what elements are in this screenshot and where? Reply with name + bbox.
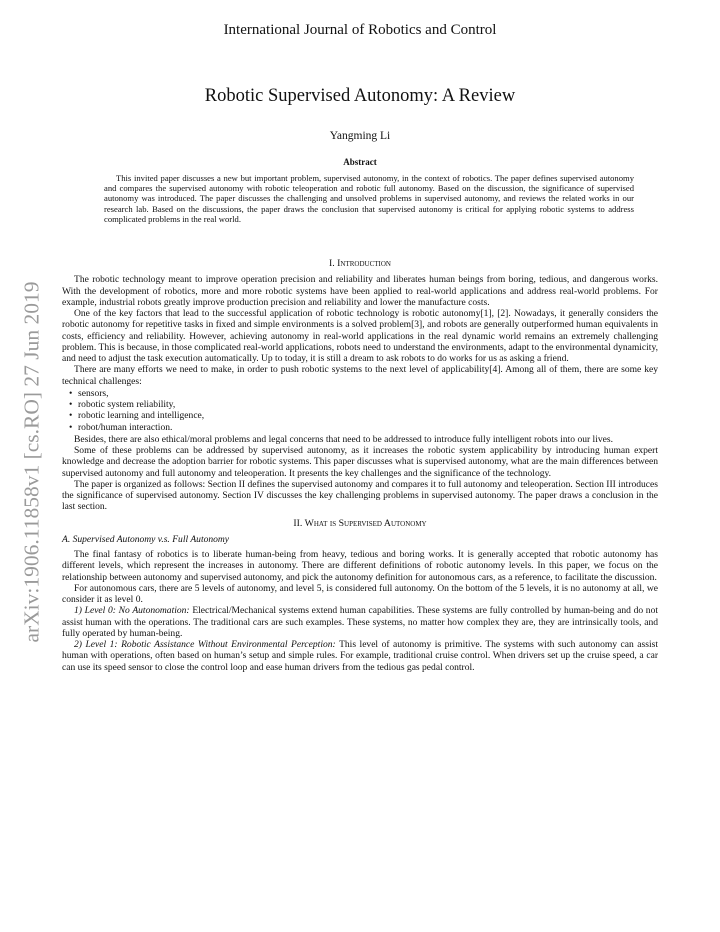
section2-paragraph-1: The final fantasy of robotics is to liberate human-being from heavy, tedious and boring works. It is generally accepted that robotic autonomy has different levels, which represent the increases in autonomy. There are different definitions of robotic autonomy levels. In this paper, we focus on the relationship between autonomy and supervised autonomy, and pick the autonomy definition for autonomous cars, as a reference, to facilitate the discussion. <box>62 549 658 583</box>
section-heading-supervised-autonomy: II. What is Supervised Autonomy <box>293 517 427 529</box>
intro-paragraph-3: There are many efforts we need to make, in order to push robotic systems to the next level of applicability[4]. Among all of them, there are some key technical challenges: <box>62 364 658 387</box>
intro-paragraph-4: Besides, there are also ethical/moral problems and legal concerns that need to be addressed to introduce fully intelligent robots into our lives. <box>74 433 613 445</box>
list-item: • robotic system reliability, <box>78 399 658 410</box>
intro-paragraph-5: Some of these problems can be addressed by supervised autonomy, as it increases the robotic system applicability by introducing human expert knowledge and decrease the adoption barrier for robotic systems. This paper discusses what is supervised autonomy, what are the main differences between supervised autonomy and full autonomy and teleoperation. It presents the key challenges and the significance of the technology. <box>62 445 658 479</box>
arxiv-identifier: arXiv:1906.11858v1 [cs.RO] 27 Jun 2019 <box>19 281 44 643</box>
intro-paragraph-2: One of the key factors that lead to the successful application of robotic technology is robotic autonomy[1], [2]. Nowadays, it generally considers the robotic autonomy for repetitive tasks in fixed and simple environments is a solved problem[3], and robots are generally outperformed human equivalents in costs, efficiency and reliability. However, achieving autonomy in real-world applications in the real dynamic world remains an extremely challenging problem. This is because, in those complicated real-world applications, robots need to understand the environments, adapt to the environmental dynamicity, and need to adjust the task execution automatically. Up to today, it is still a dream to ask robots to do works for us as asking a friend. <box>62 308 658 364</box>
abstract-heading: Abstract <box>343 157 377 167</box>
list-item: • robot/human interaction. <box>78 422 658 433</box>
subsection-heading: A. Supervised Autonomy v.s. Full Autonomy <box>62 533 230 545</box>
author-name: Yangming Li <box>329 130 391 142</box>
abstract-text: This invited paper discusses a new but important problem, supervised autonomy, in the context of robotics. The paper defines supervised autonomy and compares the supervised autonomy with robotic teleoperation and robotic full autonomy. Based on the discussion, the significance of supervised autonomy was introduced. The paper discusses the challenging and unsolved problems in supervised autonomy, and reviews the related works in our research lab. Based on the discussions, the paper draws the conclusion that supervised autonomy is critical for applying robotic systems to address complicated problems in the real world. <box>104 173 634 224</box>
list-item: • sensors, <box>78 388 658 399</box>
section2-paragraph-2: For autonomous cars, there are 5 levels of autonomy, and level 5, is considered full autonomy. On the bottom of the 5 levels, it is no autonomy at all, we consider it as level 0. <box>62 582 658 605</box>
level0-paragraph <box>62 605 658 639</box>
paper-title: Robotic Supervised Autonomy: A Review <box>204 86 516 106</box>
level0-text: Electrical/Mechanical systems extend human capabilities. These systems are fully controlled by human-being and do not assist human with the operations. The traditional cars are such examples. These systems, no matter how complex they are, they are intrinsically tools, and fully operated by human-being. <box>62 605 659 639</box>
level0-title: 1) Level 0: No Autonomation: <box>74 605 190 617</box>
list-item: • robotic learning and intelligence, <box>78 410 658 421</box>
level1-title: 2) Level 1: Robotic Assistance Without Environmental Perception: <box>74 639 336 650</box>
challenge-list <box>62 388 658 433</box>
intro-paragraph-1: The robotic technology meant to improve operation precision and reliability and liberates human beings from boring, tedious, and dangerous works. With the development of robotics, more and more robotic systems have been applied to real-world applications and address real-world problems. For example, industrial robots greatly improve production precision and reliability and lower the manufacture costs. <box>62 274 658 308</box>
paper-body <box>62 258 658 673</box>
level1-text: This level of autonomy is primitive. The systems with such autonomy can assist human with operations, often based on human’s setup and simple rules. For example, traditional cruise control. When drivers set up the cruise speed, a car can use its speed sensor to close the control loop and ease human drivers from the tedious gas pedal control. <box>62 639 658 673</box>
intro-paragraph-6: The paper is organized as follows: Section II defines the supervised autonomy and compares it to full autonomy and teleoperation. Section III introduces the significance of supervised autonomy. Section IV discusses the key challenging problems in supervised autonomy. The paper draws a conclusion in the last section. <box>62 478 658 513</box>
journal-name: International Journal of Robotics and Control <box>223 22 497 38</box>
section-heading-introduction: I. Introduction <box>329 258 391 269</box>
level1-paragraph <box>62 639 658 673</box>
